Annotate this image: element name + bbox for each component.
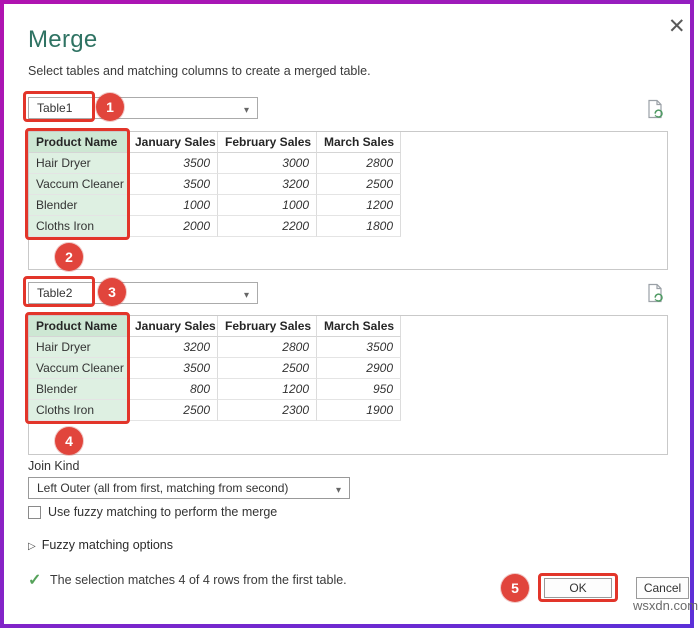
table1-selector[interactable] [28,97,258,119]
cell-value[interactable]: 2500 [128,400,218,421]
refresh-preview-icon[interactable] [645,99,665,119]
column-header[interactable]: February Sales [218,316,317,337]
cell-value[interactable]: 3500 [128,358,218,379]
cell-value[interactable]: 3500 [128,174,218,195]
chevron-down-icon: ▾ [335,485,341,496]
table1-preview-panel [28,131,668,270]
fuzzy-matching-checkbox[interactable] [28,506,41,519]
table2-selector[interactable] [28,282,258,304]
checkmark-icon: ✓ [28,572,42,589]
fuzzy-options-expander[interactable] [28,538,173,552]
cell-value[interactable]: 1000 [128,195,218,216]
annotation-badge-5: 5 [501,574,529,602]
cell-value[interactable]: 2800 [218,337,317,358]
cell-value[interactable]: 2800 [317,153,401,174]
cell-value[interactable]: 1900 [317,400,401,421]
cell-value[interactable]: 2200 [218,216,317,237]
column-header[interactable]: March Sales [317,316,401,337]
cell-value[interactable]: 3200 [128,337,218,358]
cell-value[interactable]: 2500 [317,174,401,195]
table2-preview-panel [28,315,668,455]
cell-value[interactable]: 800 [128,379,218,400]
cell-product-name[interactable]: Hair Dryer [29,153,128,174]
column-header[interactable]: Product Name [29,132,128,153]
column-header[interactable]: Product Name [29,316,128,337]
table1-selector-value: Table1 [37,101,73,115]
join-kind-select[interactable] [28,477,350,499]
expander-triangle-icon: ▷ [28,541,36,552]
column-header[interactable]: January Sales [128,132,218,153]
cell-value[interactable]: 1200 [317,195,401,216]
annotation-badge-1: 1 [96,93,124,121]
annotation-badge-3: 3 [98,278,126,306]
cell-value[interactable]: 1000 [218,195,317,216]
cancel-button[interactable]: Cancel [636,577,689,599]
cell-product-name[interactable]: Vaccum Cleaner [29,358,128,379]
cell-value[interactable]: 2300 [218,400,317,421]
cell-value[interactable]: 2000 [128,216,218,237]
table2-selector-value: Table2 [37,286,73,300]
column-header[interactable]: January Sales [128,316,218,337]
cell-value[interactable]: 3000 [218,153,317,174]
cell-value[interactable]: 2900 [317,358,401,379]
cell-product-name[interactable]: Vaccum Cleaner [29,174,128,195]
refresh-preview-icon[interactable] [645,283,665,303]
cell-value[interactable]: 3200 [218,174,317,195]
column-header[interactable]: March Sales [317,132,401,153]
column-header[interactable]: February Sales [218,132,317,153]
join-kind-selected-value: Left Outer (all from first, matching from second) [37,481,289,495]
annotation-badge-4: 4 [55,427,83,455]
cell-product-name[interactable]: Hair Dryer [29,337,128,358]
chevron-down-icon: ▾ [243,290,249,301]
ok-button[interactable]: OK [544,578,612,598]
cell-value[interactable]: 3500 [128,153,218,174]
watermark: wsxdn.com [633,598,698,613]
fuzzy-options-label: Fuzzy matching options [41,538,174,552]
cell-product-name[interactable]: Blender [29,379,128,400]
chevron-down-icon: ▾ [243,105,249,116]
cell-value[interactable]: 3500 [317,337,401,358]
cell-value[interactable]: 2500 [218,358,317,379]
annotation-badge-2: 2 [55,243,83,271]
cell-value[interactable]: 950 [317,379,401,400]
join-kind-label: Join Kind [28,459,80,473]
table1-grid [29,132,401,237]
match-status-message: The selection matches 4 of 4 rows from the first table. [50,573,347,587]
cell-value[interactable]: 1800 [317,216,401,237]
dialog-title: Merge [28,26,98,53]
cell-product-name[interactable]: Blender [29,195,128,216]
dialog-subtitle: Select tables and matching columns to create a merged table. [28,64,371,78]
cell-product-name[interactable]: Cloths Iron [29,400,128,421]
close-icon[interactable]: ✕ [668,15,686,38]
fuzzy-matching-checkbox-label: Use fuzzy matching to perform the merge [48,505,278,519]
cell-value[interactable]: 1200 [218,379,317,400]
cell-product-name[interactable]: Cloths Iron [29,216,128,237]
table2-grid [29,316,401,421]
